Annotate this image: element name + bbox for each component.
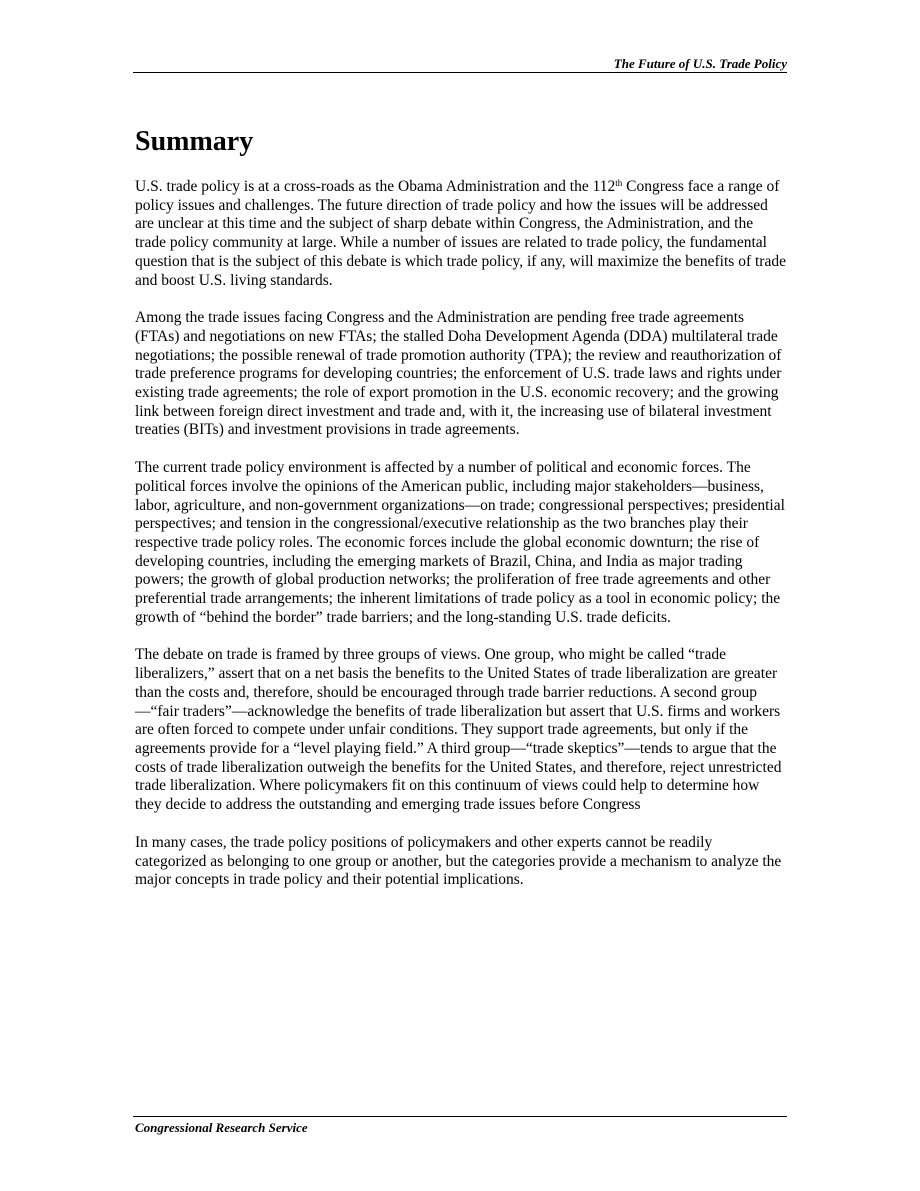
paragraph-4: The debate on trade is framed by three groups of views. One group, who might be called “trade liberalizers,” assert that on a net basis the benefits to the United States of trade liberalization are greater than the costs and, therefore, should be encouraged through trade barrier reductions. A second group—“fair traders”—acknowledge the benefits of trade liberalization but assert that U.S. firms and workers are often forced to compete under unfair conditions. They support trade agreements, but only if the agreements provide for a “level playing field.” A third group—“trade skeptics”—tends to argue that the costs of trade liberalization outweigh the benefits for the United States, and therefore, reject unrestricted trade liberalization. Where policymakers fit on this continuum of views could help to determine how they decide to address the outstanding and emerging trade issues before Congress (135, 646, 782, 814)
running-footer: Congressional Research Service (135, 1120, 308, 1135)
paragraph-1 (135, 178, 787, 290)
footer-rule (133, 1116, 787, 1117)
paragraph-2: Among the trade issues facing Congress and the Administration are pending free trade agreements (FTAs) and negotiations on new FTAs; the stalled Doha Development Agenda (DDA) multilateral trade negotiations; the possible renewal of trade promotion authority (TPA); the review and reauthorization of trade preference programs for developing countries; the enforcement of U.S. trade laws and rights under existing trade agreements; the role of export promotion in the U.S. economic recovery; and the growing link between foreign direct investment and trade and, with it, the increasing use of bilateral investment treaties (BITs) and investment provisions in trade agreements. (135, 309, 782, 439)
ordinal-superscript: th (615, 178, 623, 188)
page-title: Summary (135, 126, 254, 157)
header-rule (133, 72, 787, 73)
paragraph-1-start: U.S. trade policy is at a cross-roads as the Obama Administration and the 112 (135, 178, 616, 195)
summary-body (135, 178, 787, 909)
paragraph-5: In many cases, the trade policy positions of policymakers and other experts cannot be readily categorized as belonging to one group or another, but the categories provide a mechanism to analyze the major concepts in trade policy and their potential implications. (135, 833, 782, 889)
running-header: The Future of U.S. Trade Policy (613, 56, 787, 71)
paragraph-1-rest: Congress face a range of policy issues and challenges. The future direction of trade policy and how the issues will be addressed are unclear at this time and the subject of sharp debate within Congress, the Administration, and the trade policy community at large. While a number of issues are related to trade policy, the fundamental question that is the subject of this debate is which trade policy, if any, will maximize the benefits of trade and boost U.S. living standards. (135, 178, 786, 289)
paragraph-3: The current trade policy environment is affected by a number of political and economic forces. The political forces involve the opinions of the American public, including major stakeholders—business, labor, agriculture, and non-government organizations—on trade; congressional perspectives; presidential perspectives; and tension in the congressional/executive relationship as the two branches play their respective trade policy roles. The economic forces include the global economic downturn; the rise of developing countries, including the emerging markets of Brazil, China, and India as major trading powers; the growth of global production networks; the proliferation of free trade agreements and other preferential trade arrangements; the inherent limitations of trade policy as a tool in economic policy; the growth of “behind the border” trade barriers; and the long-standing U.S. trade deficits. (135, 459, 785, 626)
